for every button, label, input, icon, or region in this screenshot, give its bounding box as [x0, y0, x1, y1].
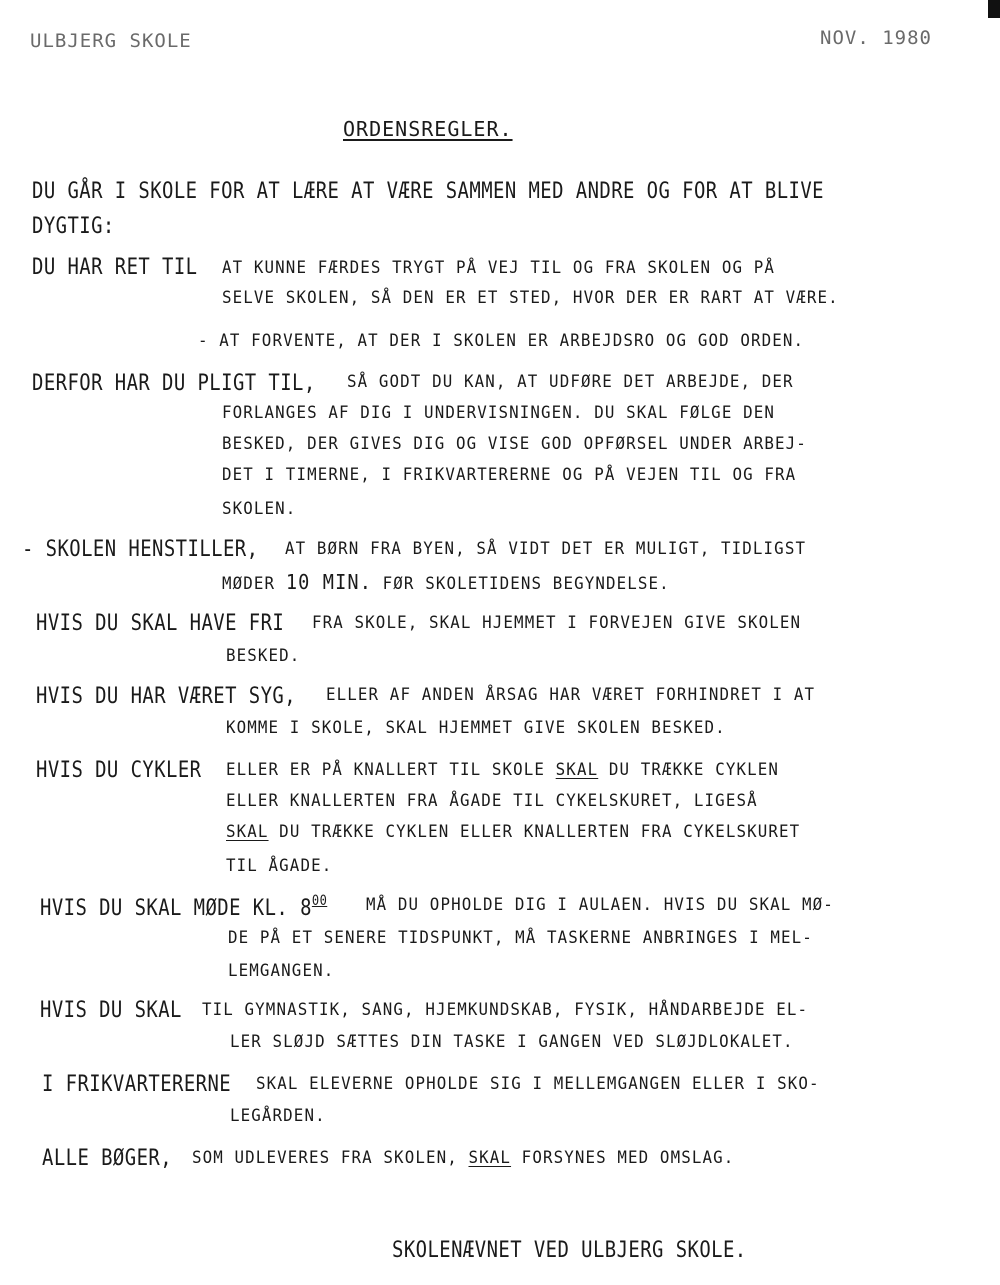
rights-line-3: - AT FORVENTE, AT DER I SKOLEN ER ARBEJDSRO OG GOD ORDEN. [198, 331, 805, 351]
duty-line-3: BESKED, DER GIVES DIG OG VISE GOD OPFØRSEL UNDER ARBEJ- [222, 434, 807, 454]
meet-line-1: MÅ DU OPHOLDE DIG I AULAEN. HVIS DU SKAL MØ- [366, 895, 834, 915]
scan-edge-mark [988, 0, 1000, 18]
meet-hour: 8 [300, 896, 312, 921]
duty-line-2: FORLANGES AF DIG I UNDERVISNINGEN. DU SKAL FØLGE DEN [222, 403, 776, 423]
recess-line-1: SKAL ELEVERNE OPHOLDE SIG I MELLEMGANGEN ELLER I SKO- [256, 1074, 820, 1094]
books-lead: ALLE BØGER, [42, 1146, 173, 1171]
arrival-rest: FØR SKOLETIDENS BEGYNDELSE. [382, 574, 670, 594]
leave-lead: HVIS DU SKAL HAVE FRI [36, 611, 285, 636]
sick-line-2: KOMME I SKOLE, SKAL HJEMMET GIVE SKOLEN BESKED. [226, 718, 726, 738]
gym-line-2: LER SLØJD SÆTTES DIN TASKE I GANGEN VED SLØJDLOKALET. [230, 1032, 794, 1052]
duty-line-4: DET I TIMERNE, I FRIKVARTERERNE OG PÅ VEJEN TIL OG FRA [222, 465, 797, 485]
rights-line-2: SELVE SKOLEN, SÅ DEN ER ET STED, HVOR DER ER RART AT VÆRE. [222, 288, 839, 308]
intro-line-1: DU GÅR I SKOLE FOR AT LÆRE AT VÆRE SAMMEN MED ANDRE OG FOR AT BLIVE [32, 179, 825, 204]
bike-line-4: TIL ÅGADE. [226, 856, 333, 876]
gym-lead: HVIS DU SKAL [40, 998, 182, 1023]
books-line-1c: FORSYNES MED OMSLAG. [521, 1148, 735, 1168]
meet-line-3: LEMGANGEN. [228, 961, 335, 981]
gym-line-1: TIL GYMNASTIK, SANG, HJEMKUNDSKAB, FYSIK, HÅNDARBEJDE EL- [202, 1000, 809, 1020]
bike-line-3b: DU TRÆKKE CYKLEN ELLER KNALLERTEN FRA CYKELSKURET [279, 822, 801, 842]
bike-line-1c: DU TRÆKKE CYKLEN [608, 760, 780, 780]
duty-lead: DERFOR HAR DU PLIGT TIL, [32, 371, 316, 396]
recess-lead: I FRIKVARTERERNE [42, 1072, 232, 1097]
duty-line-1: SÅ GODT DU KAN, AT UDFØRE DET ARBEJDE, DER [347, 372, 794, 392]
arrival-minutes: 10 MIN. [285, 570, 373, 594]
sick-lead: HVIS DU HAR VÆRET SYG, [36, 684, 297, 709]
school-header: ULBJERG SKOLE [30, 30, 192, 52]
page-title: ORDENSREGLER. [343, 117, 513, 141]
books-line-1a: SOM UDLEVERES FRA SKOLEN, [192, 1148, 458, 1168]
intro-line-2: DYGTIG: [32, 214, 115, 239]
duty-line-5: SKOLEN. [222, 499, 297, 519]
arrival-line-1: AT BØRN FRA BYEN, SÅ VIDT DET ER MULIGT, TIDLIGST [285, 539, 807, 559]
recess-line-2: LEGÅRDEN. [230, 1106, 326, 1126]
meet-lead-text: HVIS DU SKAL MØDE KL. [40, 896, 289, 921]
bike-lead: HVIS DU CYKLER [36, 758, 202, 783]
bike-line-2: ELLER KNALLERTEN FRA ÅGADE TIL CYKELSKURET, LIGESÅ [226, 791, 758, 811]
rights-lead: DU HAR RET TIL [32, 255, 198, 280]
leave-line-2: BESKED. [226, 646, 301, 666]
arrival-line-2 [222, 570, 670, 594]
meet-minutes: 00 [311, 893, 328, 909]
leave-line-1: FRA SKOLE, SKAL HJEMMET I FORVEJEN GIVE SKOLEN [312, 613, 802, 633]
meet-line-2: DE PÅ ET SENERE TIDSPUNKT, MÅ TASKERNE ANBRINGES I MEL- [228, 928, 813, 948]
bike-must-1: SKAL [555, 760, 599, 780]
books-must: SKAL [468, 1148, 512, 1168]
arrival-lead-text: SKOLEN HENSTILLER, [45, 537, 259, 562]
signature: SKOLENÆVNET VED ULBJERG SKOLE. [392, 1238, 747, 1263]
sick-line-1: ELLER AF ANDEN ÅRSAG HAR VÆRET FORHINDRET I AT [326, 685, 816, 705]
books-line-1 [192, 1148, 734, 1168]
arrival-lead: - SKOLEN HENSTILLER, [22, 537, 259, 562]
meet-lead [40, 893, 327, 921]
rights-line-1: AT KUNNE FÆRDES TRYGT PÅ VEJ TIL OG FRA SKOLEN OG PÅ [222, 258, 776, 278]
bike-line-3 [226, 822, 800, 842]
date-header: NOV. 1980 [820, 27, 932, 49]
bike-line-1 [226, 760, 779, 780]
bike-line-1a: ELLER ER PÅ KNALLERT TIL SKOLE [226, 760, 546, 780]
arrival-word: MØDER [222, 574, 276, 594]
bike-must-2: SKAL [226, 822, 269, 842]
